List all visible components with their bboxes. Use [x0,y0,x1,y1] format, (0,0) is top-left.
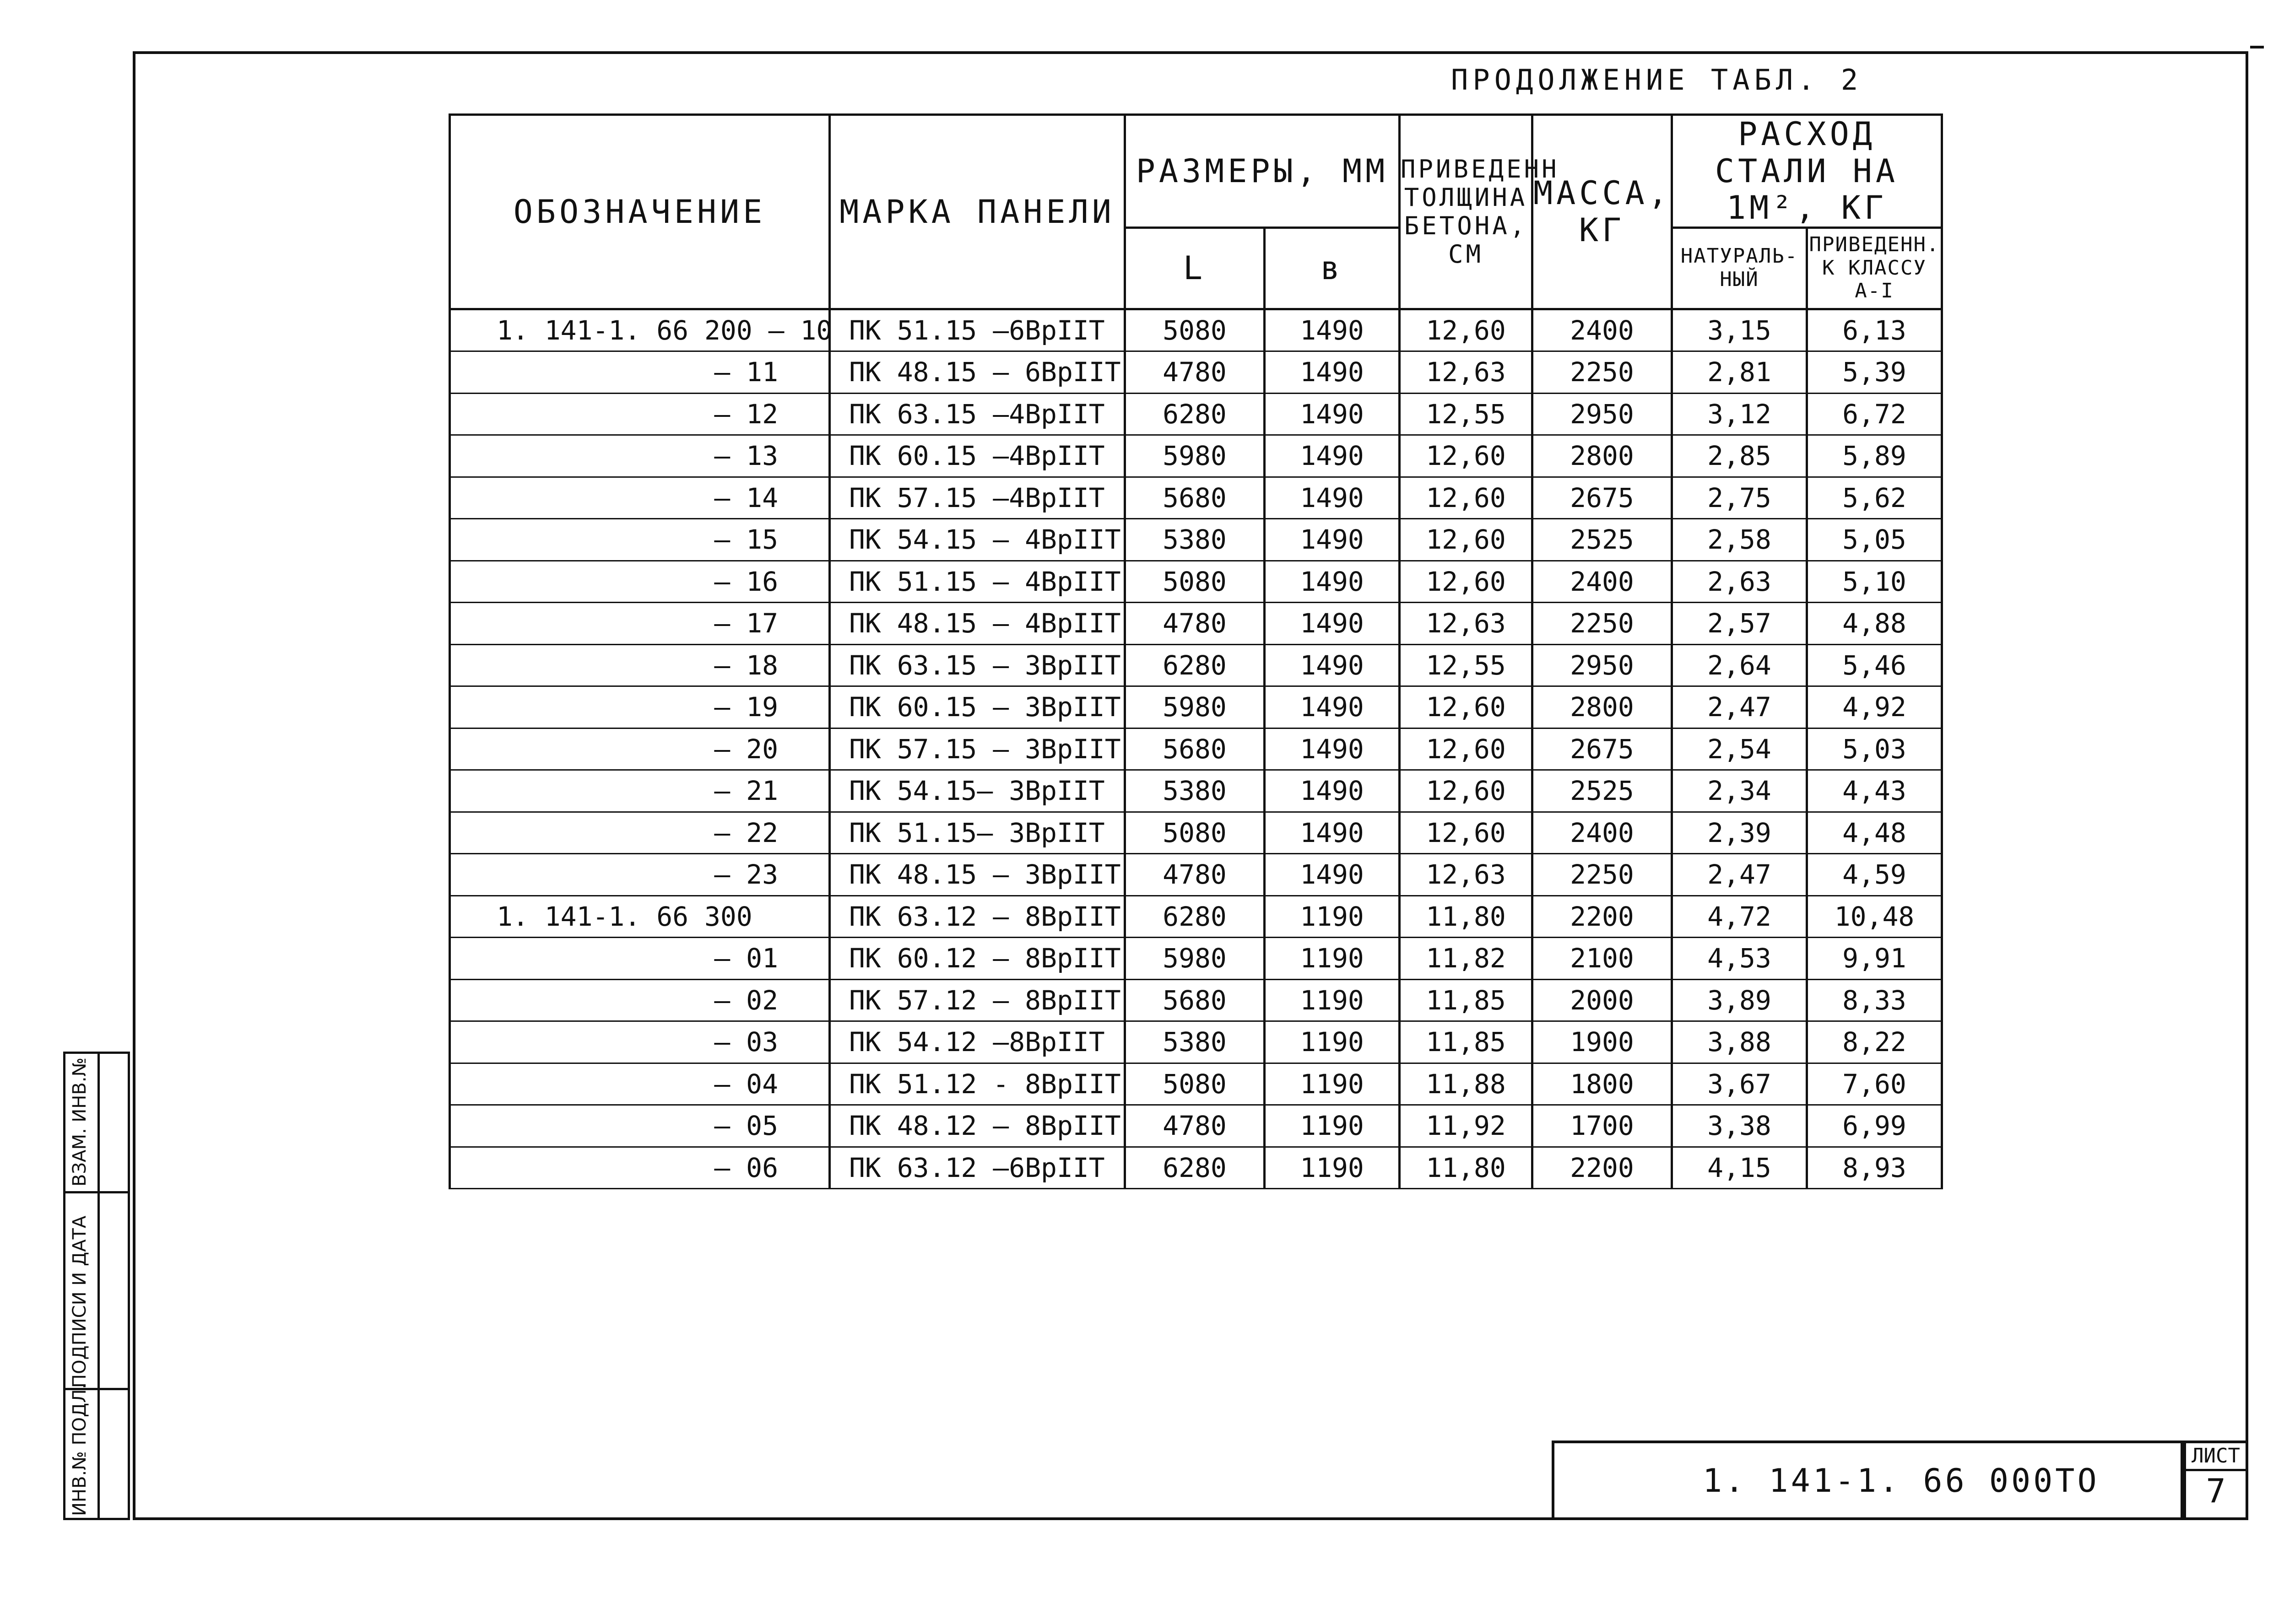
panel-table [449,113,1943,1189]
cell-mass: 2800 [1532,686,1672,728]
table-row [450,896,1942,938]
cell-thickness: 12,60 [1400,686,1532,728]
cell-designation: — 16 [450,561,830,603]
cell-mark: ПК 48.12 — 8ВрIIТ [830,1105,1125,1147]
cell-mass: 2675 [1532,728,1672,770]
cell-thickness: 12,60 [1400,477,1532,519]
cell-b: 1490 [1265,477,1400,519]
table-row [450,1105,1942,1147]
cell-mass: 1900 [1532,1021,1672,1063]
cell-natural: 2,75 [1672,477,1807,519]
cell-reduced: 5,03 [1807,728,1942,770]
cell-thickness: 11,88 [1400,1063,1532,1105]
cell-thickness: 12,60 [1400,812,1532,854]
cell-mark: ПК 51.12 - 8ВрIIТ [830,1063,1125,1105]
cell-b: 1190 [1265,938,1400,980]
cell-b: 1490 [1265,561,1400,603]
cell-natural: 3,15 [1672,309,1807,351]
cell-natural: 3,12 [1672,393,1807,435]
cell-l: 5080 [1125,309,1265,351]
table-row [450,1021,1942,1063]
cell-natural: 2,85 [1672,435,1807,477]
table-row [450,393,1942,435]
cell-natural: 2,47 [1672,854,1807,896]
cell-b: 1490 [1265,854,1400,896]
cell-mass: 2200 [1532,896,1672,938]
cell-designation: — 13 [450,435,830,477]
cell-reduced: 10,48 [1807,896,1942,938]
cell-thickness: 11,92 [1400,1105,1532,1147]
cell-mark: ПК 63.12 —6ВрIIТ [830,1147,1125,1189]
cell-l: 5080 [1125,1063,1265,1105]
table-row [450,309,1942,351]
cell-reduced: 4,43 [1807,770,1942,812]
cell-mass: 2250 [1532,351,1672,394]
cell-designation: — 22 [450,812,830,854]
cell-l: 5980 [1125,686,1265,728]
cell-reduced: 6,99 [1807,1105,1942,1147]
table-row [450,519,1942,561]
cell-l: 6280 [1125,896,1265,938]
side-inv-orig: ИНВ.№ ПОДЛ. [69,1383,90,1516]
cell-mark: ПК 63.12 — 8ВрIIТ [830,896,1125,938]
cell-mark: ПК 54.12 —8ВрIIТ [830,1021,1125,1063]
continuation-title: ПРОДОЛЖЕНИЕ ТАБЛ. 2 [1451,63,1863,97]
cell-mark: ПК 57.15 —4ВрIIТ [830,477,1125,519]
cell-thickness: 12,63 [1400,603,1532,645]
cell-mass: 1700 [1532,1105,1672,1147]
cell-b: 1490 [1265,351,1400,394]
cell-mass: 2100 [1532,938,1672,980]
cell-mark: ПК 51.15 —6ВрIIТ [830,309,1125,351]
cell-natural: 2,57 [1672,603,1807,645]
cell-designation: — 17 [450,603,830,645]
header-mark: МАРКА ПАНЕЛИ [830,115,1125,309]
header-steel: РАСХОД СТАЛИ НА 1М², КГ [1672,115,1942,228]
cell-thickness: 12,55 [1400,644,1532,686]
cell-l: 5080 [1125,812,1265,854]
cell-b: 1190 [1265,979,1400,1021]
cell-b: 1490 [1265,435,1400,477]
sheet-label: ЛИСТ [2186,1443,2246,1471]
cell-thickness: 12,63 [1400,351,1532,394]
cell-natural: 2,34 [1672,770,1807,812]
cell-designation: 1. 141-1. 66 200 — 10 [450,309,830,351]
cell-reduced: 8,93 [1807,1147,1942,1189]
cell-l: 4780 [1125,1105,1265,1147]
cell-reduced: 5,89 [1807,435,1942,477]
cell-mass: 2525 [1532,770,1672,812]
cell-natural: 4,15 [1672,1147,1807,1189]
header-mass: МАССА, КГ [1532,115,1672,309]
cell-mass: 2675 [1532,477,1672,519]
cell-l: 5380 [1125,519,1265,561]
cell-l: 4780 [1125,603,1265,645]
cell-thickness: 11,85 [1400,979,1532,1021]
cell-designation: — 06 [450,1147,830,1189]
cell-l: 5380 [1125,770,1265,812]
header-steel-natural: НАТУРАЛЬ-НЫЙ [1672,227,1807,309]
cell-mark: ПК 48.15 — 3ВрIIТ [830,854,1125,896]
cell-natural: 2,81 [1672,351,1807,394]
header-steel-reduced: ПРИВЕДЕНН. К КЛАССУ А-I [1807,227,1942,309]
cell-mass: 2400 [1532,309,1672,351]
cell-designation: — 18 [450,644,830,686]
cell-b: 1490 [1265,770,1400,812]
cell-b: 1490 [1265,686,1400,728]
cell-l: 6280 [1125,393,1265,435]
cell-mass: 2250 [1532,603,1672,645]
cell-reduced: 5,46 [1807,644,1942,686]
cell-mark: ПК 54.15 — 4ВрIIТ [830,519,1125,561]
cell-natural: 2,54 [1672,728,1807,770]
table-row [450,1063,1942,1105]
cell-designation: — 03 [450,1021,830,1063]
cell-b: 1490 [1265,309,1400,351]
cell-designation: — 02 [450,979,830,1021]
cell-mass: 2400 [1532,812,1672,854]
cell-mass: 2400 [1532,561,1672,603]
side-sign-date: ПОДПИСИ И ДАТА [69,1215,90,1388]
side-stamp-line [65,1191,128,1193]
cell-reduced: 5,39 [1807,351,1942,394]
cell-l: 5980 [1125,435,1265,477]
header-dim-b: в [1265,227,1400,309]
cell-b: 1490 [1265,519,1400,561]
cell-b: 1490 [1265,812,1400,854]
cell-b: 1490 [1265,728,1400,770]
cell-l: 6280 [1125,644,1265,686]
cell-designation: 1. 141-1. 66 300 [450,896,830,938]
cell-l: 5380 [1125,1021,1265,1063]
cell-reduced: 5,10 [1807,561,1942,603]
cell-mark: ПК 60.15 —4ВрIIТ [830,435,1125,477]
sheet-number: 7 [2206,1472,2226,1510]
table-row [450,770,1942,812]
cell-l: 5680 [1125,979,1265,1021]
cell-reduced: 6,72 [1807,393,1942,435]
table-row [450,938,1942,980]
cell-reduced: 7,60 [1807,1063,1942,1105]
cell-reduced: 5,62 [1807,477,1942,519]
header-dim-l: L [1125,227,1265,309]
frame-corner-mark [2250,46,2264,49]
cell-mark: ПК 51.15— 3ВрIIТ [830,812,1125,854]
table-row [450,728,1942,770]
cell-l: 4780 [1125,351,1265,394]
cell-natural: 3,67 [1672,1063,1807,1105]
cell-reduced: 9,91 [1807,938,1942,980]
table-row [450,854,1942,896]
header-dimensions: РАЗМЕРЫ, ММ [1125,115,1400,228]
table-row [450,561,1942,603]
cell-natural: 2,39 [1672,812,1807,854]
table-row [450,686,1942,728]
cell-designation: — 05 [450,1105,830,1147]
cell-natural: 2,47 [1672,686,1807,728]
cell-thickness: 11,85 [1400,1021,1532,1063]
cell-b: 1490 [1265,644,1400,686]
cell-b: 1190 [1265,1147,1400,1189]
cell-reduced: 4,88 [1807,603,1942,645]
cell-b: 1190 [1265,1021,1400,1063]
cell-reduced: 4,59 [1807,854,1942,896]
cell-mark: ПК 63.15 —4ВрIIТ [830,393,1125,435]
cell-mass: 2000 [1532,979,1672,1021]
cell-mark: ПК 57.15 — 3ВрIIТ [830,728,1125,770]
header-designation: ОБОЗНАЧЕНИЕ [450,115,830,309]
cell-designation: — 12 [450,393,830,435]
table-row [450,979,1942,1021]
cell-b: 1490 [1265,603,1400,645]
cell-l: 5680 [1125,728,1265,770]
cell-mark: ПК 51.15 — 4ВрIIТ [830,561,1125,603]
cell-b: 1190 [1265,896,1400,938]
cell-l: 5980 [1125,938,1265,980]
side-stamp-divider [97,1054,100,1518]
table-row [450,351,1942,394]
cell-reduced: 4,92 [1807,686,1942,728]
cell-designation: — 04 [450,1063,830,1105]
cell-mark: ПК 60.15 — 3ВрIIТ [830,686,1125,728]
cell-natural: 4,53 [1672,938,1807,980]
cell-thickness: 12,60 [1400,770,1532,812]
cell-thickness: 12,60 [1400,561,1532,603]
cell-mark: ПК 63.15 — 3ВрIIТ [830,644,1125,686]
cell-reduced: 4,48 [1807,812,1942,854]
cell-mass: 2800 [1532,435,1672,477]
cell-mark: ПК 57.12 — 8ВрIIТ [830,979,1125,1021]
table-row [450,477,1942,519]
cell-thickness: 12,55 [1400,393,1532,435]
cell-designation: — 14 [450,477,830,519]
cell-natural: 3,89 [1672,979,1807,1021]
cell-thickness: 12,60 [1400,309,1532,351]
cell-l: 5080 [1125,561,1265,603]
table-row [450,603,1942,645]
cell-thickness: 11,82 [1400,938,1532,980]
cell-b: 1190 [1265,1105,1400,1147]
table-row [450,435,1942,477]
cell-mark: ПК 48.15 — 4ВрIIТ [830,603,1125,645]
cell-natural: 2,58 [1672,519,1807,561]
cell-mass: 2250 [1532,854,1672,896]
cell-mark: ПК 54.15— 3ВрIIТ [830,770,1125,812]
table-row [450,644,1942,686]
cell-mark: ПК 60.12 — 8ВрIIТ [830,938,1125,980]
cell-l: 5680 [1125,477,1265,519]
side-inv-repl: ВЗАМ. ИНВ.№ [69,1057,90,1187]
cell-natural: 4,72 [1672,896,1807,938]
cell-mass: 1800 [1532,1063,1672,1105]
cell-thickness: 12,60 [1400,435,1532,477]
cell-b: 1190 [1265,1063,1400,1105]
cell-designation: — 15 [450,519,830,561]
cell-reduced: 5,05 [1807,519,1942,561]
cell-l: 6280 [1125,1147,1265,1189]
cell-mark: ПК 48.15 — 6ВрIIТ [830,351,1125,394]
cell-mass: 2525 [1532,519,1672,561]
side-stamp [63,1052,130,1520]
cell-thickness: 11,80 [1400,896,1532,938]
cell-natural: 3,38 [1672,1105,1807,1147]
cell-reduced: 6,13 [1807,309,1942,351]
cell-mass: 2950 [1532,393,1672,435]
cell-natural: 2,63 [1672,561,1807,603]
cell-thickness: 12,60 [1400,519,1532,561]
cell-mass: 2200 [1532,1147,1672,1189]
cell-thickness: 11,80 [1400,1147,1532,1189]
cell-reduced: 8,33 [1807,979,1942,1021]
sheet-box [2183,1441,2248,1520]
cell-mass: 2950 [1532,644,1672,686]
cell-natural: 2,64 [1672,644,1807,686]
table-row [450,812,1942,854]
table-row [450,1147,1942,1189]
cell-designation: — 21 [450,770,830,812]
cell-reduced: 8,22 [1807,1021,1942,1063]
cell-designation: — 23 [450,854,830,896]
cell-designation: — 20 [450,728,830,770]
header-thickness: ПРИВЕДЕНН ТОЛЩИНА БЕТОНА, СМ [1400,115,1532,309]
cell-designation: — 19 [450,686,830,728]
cell-natural: 3,88 [1672,1021,1807,1063]
document-code: 1. 141-1. 66 000ТО [1703,1462,2100,1500]
cell-thickness: 12,63 [1400,854,1532,896]
cell-b: 1490 [1265,393,1400,435]
cell-thickness: 12,60 [1400,728,1532,770]
cell-designation: — 11 [450,351,830,394]
cell-designation: — 01 [450,938,830,980]
cell-l: 4780 [1125,854,1265,896]
